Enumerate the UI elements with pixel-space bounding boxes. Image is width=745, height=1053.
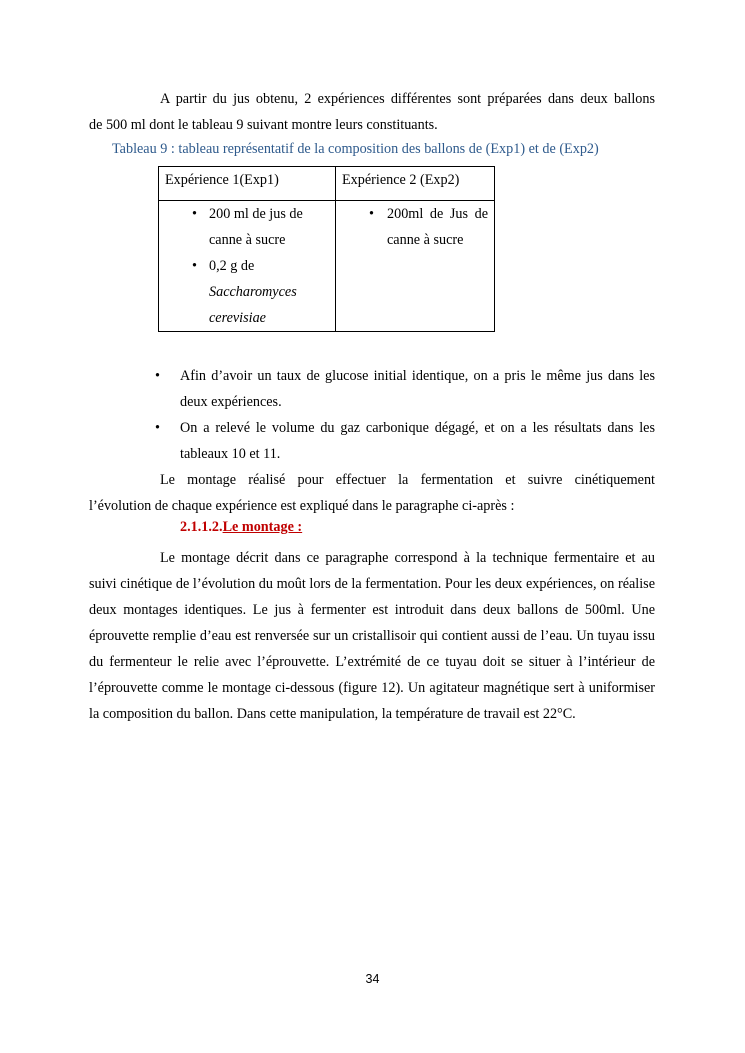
list-item bbox=[342, 201, 488, 253]
table-content-row bbox=[159, 201, 495, 332]
intro-paragraph bbox=[89, 86, 655, 138]
exp2-list bbox=[342, 201, 488, 253]
exp1-item-2: 0,2 g de bbox=[209, 258, 255, 274]
cell-exp1 bbox=[159, 201, 336, 332]
table-caption: Tableau 9 : tableau représentatif de la composition des ballons de (Exp1) et de (Exp2) bbox=[112, 141, 599, 157]
section-number: 2.1.1.2. bbox=[180, 519, 223, 535]
montage-paragraph: Le montage décrit dans ce paragraphe correspond à la technique fermentaire et au suivi cinétique de l’évolution du moût lors de la fermentation. Pour les deux expériences, on réalise deux montages identiques. Le jus à fermenter est introduit dans deux ballons de 500ml. Une éprouvette remplie d’eau est renversée sur un cristallisoir qui contient aussi de l’eau. Un tuyau issu du fermenteur le relie avec l’éprouvette. L’extrémité de ce tuyau doit se situer à l’intérieur de l’éprouvette comme le montage ci-dessous (figure 12). Un agitateur magnétique sert à uniformiser la composition du ballon. Dans cette manipulation, la température de travail est 22°C. bbox=[89, 550, 655, 722]
bullet-icon: • bbox=[192, 258, 197, 274]
cell-exp2 bbox=[336, 201, 495, 332]
intro-line-1: A partir du jus obtenu, 2 expériences différentes sont préparées dans deux ballons bbox=[160, 91, 655, 107]
page-number: 34 bbox=[365, 972, 380, 986]
list-item bbox=[165, 201, 329, 253]
composition-table bbox=[158, 166, 495, 332]
header-exp2: Expérience 2 (Exp2) bbox=[336, 167, 495, 201]
list-item bbox=[165, 253, 329, 331]
montage-intro-line-1: Le montage réalisé pour effectuer la fermentation et suivre cinétiquement bbox=[160, 472, 655, 488]
table-header-row bbox=[159, 167, 495, 201]
exp1-species: Saccharomyces cerevisiae bbox=[209, 284, 297, 326]
remark-2: On a relevé le volume du gaz carbonique dégagé, et on a les résultats dans les tableaux 10 et 11. bbox=[180, 420, 655, 462]
header-exp1: Expérience 1(Exp1) bbox=[159, 167, 336, 201]
montage-intro-paragraph bbox=[89, 467, 655, 519]
bullet-icon: • bbox=[192, 206, 197, 222]
montage-intro-line-2: l’évolution de chaque expérience est expliqué dans le paragraphe ci-après : bbox=[89, 498, 515, 514]
exp2-item-1: 200ml de Jus de canne à sucre bbox=[387, 206, 488, 248]
section-heading bbox=[180, 519, 302, 536]
section-title: Le montage : bbox=[222, 519, 303, 535]
list-item bbox=[155, 415, 655, 467]
exp1-item-1: 200 ml de jus de canne à sucre bbox=[209, 206, 303, 248]
bullet-icon: • bbox=[369, 206, 374, 222]
remark-1: Afin d’avoir un taux de glucose initial identique, on a pris le même jus dans les deux expériences. bbox=[180, 368, 655, 410]
intro-line-2: de 500 ml dont le tableau 9 suivant montre leurs constituants. bbox=[89, 117, 438, 133]
exp1-list bbox=[165, 201, 329, 331]
list-item bbox=[155, 363, 655, 415]
bullet-icon: • bbox=[155, 368, 160, 384]
remarks-list bbox=[155, 363, 655, 467]
bullet-icon: • bbox=[155, 420, 160, 436]
